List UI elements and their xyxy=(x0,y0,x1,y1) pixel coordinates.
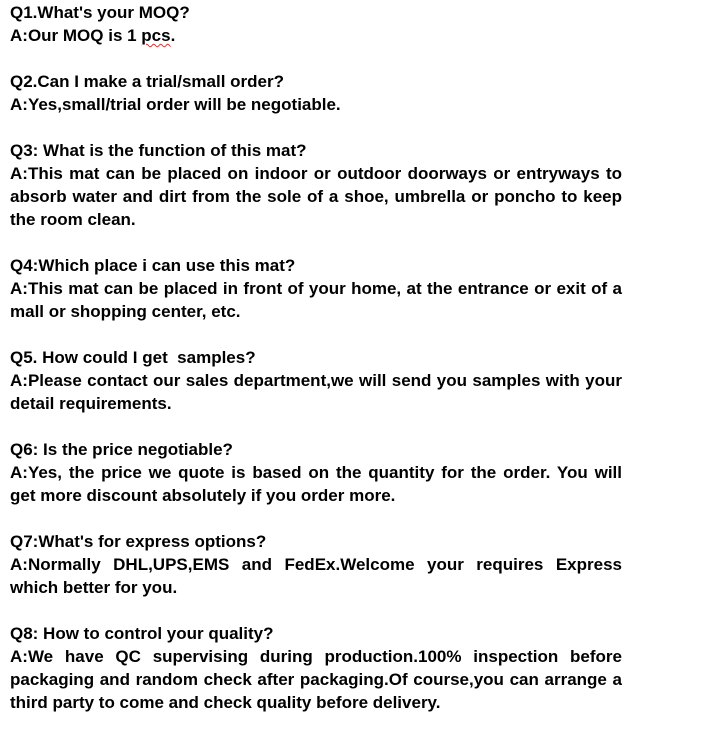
answer-q3: A:This mat can be placed on indoor or outdoor doorways or entryways to absorb water and dirt from the sole of a shoe, umbrella or poncho to keep the room clean. xyxy=(10,164,622,229)
question-q6: Q6: Is the price negotiable? xyxy=(10,440,233,459)
answer-q1-end: . xyxy=(170,26,176,45)
answer-q7: A:Normally DHL,UPS,EMS and FedEx.Welcome your requires Express which better for you. xyxy=(10,555,622,597)
faq-item-q8 xyxy=(10,622,622,714)
answer-q1 xyxy=(10,24,622,47)
answer-q4: A:This mat can be placed in front of your home, at the entrance or exit of a mall or shopping center, etc. xyxy=(10,279,622,321)
answer-q1-text: A:Our MOQ is 1 xyxy=(10,26,142,45)
faq-item-q4 xyxy=(10,254,622,323)
faq-item-q2 xyxy=(10,70,622,116)
answer-q2: A:Yes,small/trial order will be negotiable. xyxy=(10,95,341,114)
question-q7: Q7:What's for express options? xyxy=(10,532,267,551)
faq-item-q6 xyxy=(10,438,622,507)
question-q5: Q5. How could I get samples? xyxy=(10,348,256,367)
faq-item-q7 xyxy=(10,530,622,599)
answer-q6: A:Yes, the price we quote is based on the quantity for the order. You will get more discount absolutely if you order more. xyxy=(10,463,622,505)
question-q4: Q4:Which place i can use this mat? xyxy=(10,256,296,275)
answer-q1-spellcheck-word: pcs xyxy=(141,26,171,45)
question-q8: Q8: How to control your quality? xyxy=(10,624,274,643)
question-q2: Q2.Can I make a trial/small order? xyxy=(10,72,285,91)
faq-item-q3 xyxy=(10,139,622,231)
question-q1: Q1.What's your MOQ? xyxy=(10,3,190,22)
answer-q5: A:Please contact our sales department,we will send you samples with your detail requirements. xyxy=(10,371,622,413)
faq-item-q1 xyxy=(10,1,622,47)
faq-document xyxy=(10,1,622,737)
answer-q8: A:We have QC supervising during production.100% inspection before packaging and random check after packaging.Of course,you can arrange a third party to come and check quality before delivery. xyxy=(10,647,622,712)
question-q3: Q3: What is the function of this mat? xyxy=(10,141,307,160)
faq-item-q5 xyxy=(10,346,622,415)
